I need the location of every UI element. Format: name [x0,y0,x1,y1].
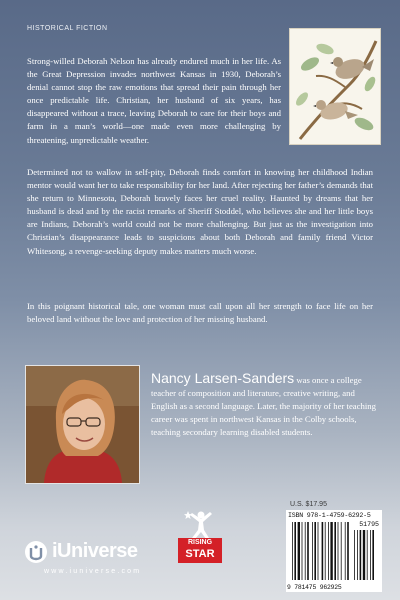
description-paragraph-2: Determined not to wallow in self-pity, Deborah finds comfort in knowing her childhood Indian mentor would want her to take responsibility for her land. After rejecting her father’s demands that she return to Minnesota, Deborah bravely faces her cruel reality. Haunted by dreams that her husband is dead and by the racist remarks of Sheriff Stoddel, who believes she and her little boys are Indians, Deborah’s world could not be more challenging. But just as the investigation into Christian’s disappearance leads to suspicions about both Deborah and family friend Victor Whitesong, a revenge-seeking deputy makes matters much worse. [27,167,373,256]
isbn-digits: 9 781475 962925 [287,584,342,591]
barcode-bar [347,522,349,580]
author-name: Nancy Larsen-Sanders [151,370,295,386]
barcode-addon-bar [363,530,365,580]
barcode-bar [305,522,306,580]
barcode-bar [328,522,329,580]
barcode-bar [294,522,296,580]
barcode-bar [302,522,303,580]
barcode-bar [338,522,339,580]
genre-label: HISTORICAL FICTION [27,25,108,32]
barcode [286,510,382,592]
bird-illustration [289,28,381,145]
barcode-addon-bar [372,530,374,580]
barcode-bar [322,522,324,580]
price-code: 51795 [359,521,379,528]
price-label: U.S. $17.95 [290,501,327,508]
barcode-bar [341,522,342,580]
badge-line-1: RISING [178,538,222,547]
barcode-bar [312,522,313,580]
author-bio-text: was once a college teacher of composition and literature, creative writing, and English as a second language. Later, the majority of her teaching career was spent in northwest Kansas in the Colby schools, teaching secondary learning disabled students. [151,375,376,437]
description-paragraph-3: In this poignant historical tale, one woman must call upon all her strength to face life on her beloved land without the love and protection of her missing husband. [27,301,373,325]
barcode-bar [330,522,332,580]
badge-line-2: STAR [178,547,222,563]
iuniverse-logo-icon [25,541,47,563]
author-bio [151,372,381,439]
rising-star-badge [178,508,222,574]
barcode-addon-bar [370,530,371,580]
publisher-url: www.iuniverse.com [44,568,142,575]
barcode-bar [334,522,336,580]
description-paragraph-1: Strong-willed Deborah Nelson has already endured much in her life. As the Great Depression invades northwest Kansas in 1930, Deborah’s denial cannot stop the raw emotions that spread their pain through her once predictable life. Christian, her husband of six years, has disappeared without a trace, leaving Deborah to care for their boys and farm in a man’s world—one made even more challenging by threatening, unpredictable weather. [27,56,281,145]
isbn-barcode [286,510,382,592]
isbn-label: ISBN 978-1-4759-6292-5 [288,512,371,519]
barcode-addon-bar [354,530,355,580]
barcode-bar [345,522,346,580]
publisher-name: iUniverse [52,540,138,562]
author-photo [25,365,140,484]
rising-star-figure-icon [178,508,222,540]
barcode-bar [307,522,309,580]
barcode-addon-bar [367,530,368,580]
barcode-bar [318,522,319,580]
publisher-logo [25,540,138,563]
barcode-addon-bar [357,530,358,580]
barcode-bar [298,522,300,580]
barcode-bar [325,522,326,580]
barcode-bar [292,522,293,580]
barcode-addon-bar [360,530,362,580]
barcode-bar [314,522,316,580]
